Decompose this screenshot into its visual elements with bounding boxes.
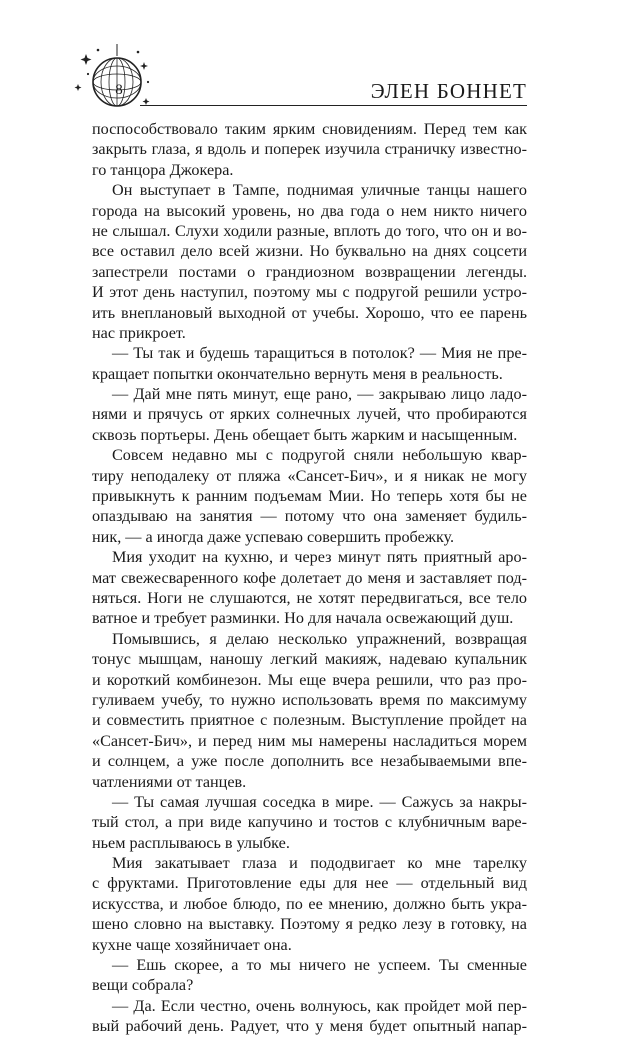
text-line: города на высокий уровень, но два года о нем никто ничего [92, 201, 527, 220]
text-line: Он выступает в Тампе, поднимая уличные танцы нашего [112, 181, 527, 200]
text-line: тонус мышцам, наношу легкий макияж, надеваю купальник [92, 650, 527, 669]
text-line: тиру неподалеку от пляжа «Сансет-Бич», и я никак не могу [92, 466, 527, 485]
text-line: «Сансет-Бич», и перед ним мы намерены насладиться морем [92, 731, 527, 750]
text-line: — Ты так и будешь таращиться в потолок? — Мия не пре- [112, 344, 527, 363]
text-line: няться. Ноги не слушаются, не хотят передвигаться, все тело [92, 588, 527, 607]
text-line: и солнцем, а уже после дополнить все незабываемыми впе- [92, 752, 527, 771]
text-line: Мия уходит на кухню, и через минут пять приятный аро- [112, 548, 527, 567]
text-line: опаздываю на занятия — потому что она заменяет будиль- [92, 507, 527, 526]
text-line: вещи собрала? [92, 976, 194, 995]
text-line: с фруктами. Приготовление еды для нее — отдельный вид [92, 874, 527, 893]
page-number: 8 [115, 82, 123, 98]
text-line: — Ешь скорее, а то мы ничего не успеем. Ты сменные [112, 956, 527, 975]
text-line: шено словно на выставку. Поэтому я редко лезу в готовку, на [92, 915, 527, 934]
text-line: ньем расплываюсь в улыбке. [92, 833, 290, 852]
text-line: запестрели постами о грандиозном возвращении легенды. [92, 262, 527, 281]
page-header [0, 0, 619, 120]
text-line: тый стол, а при виде капучино и тостов с клубничным варе- [92, 813, 527, 832]
text-line: — Да. Если честно, очень волнуюсь, как пройдет мой пер- [112, 996, 527, 1015]
text-line: ватное и требует разминки. Но для начала освежающий душ. [92, 609, 514, 628]
text-line: ник, — а иногда даже успеваю совершить пробежку. [92, 527, 455, 546]
running-title: ЭЛЕН БОННЕТ [370, 79, 527, 103]
text-line: вый рабочий день. Радует, что у меня будет опытный напар- [92, 1017, 527, 1036]
header-rule [140, 105, 527, 106]
text-line: привыкнуть к ранним подъемам Мии. Но теперь хотя бы не [92, 487, 527, 506]
text-line: — Ты самая лучшая соседка в мире. — Сажусь за накры- [112, 792, 527, 811]
text-line: поспособствовало таким ярким сновидениям. Перед тем как [92, 120, 527, 138]
text-line: гуливаем учебу, то нужно использовать время по максимуму [92, 690, 527, 709]
text-line: нями и прячусь от ярких солнечных лучей, что пробираются [92, 405, 527, 424]
text-line: сквозь портьеры. День обещает быть жарким и насыщенным. [92, 425, 518, 444]
text-line: — Дай мне пять минут, еще рано, — закрываю лицо ладо- [112, 385, 527, 404]
text-line: ить внеплановый выходной от учебы. Хорошо, что ее парень [92, 303, 527, 322]
text-line: кухне чаще хозяйничает она. [92, 935, 292, 954]
text-line: нас прикроет. [92, 323, 186, 342]
text-line: не слышал. Слухи ходили разные, вплоть до того, что он и во- [92, 221, 527, 240]
body-text [92, 119, 527, 1037]
text-line: Помывшись, я делаю несколько упражнений, возвращая [112, 629, 527, 648]
text-line: Совсем недавно мы с подругой сняли небольшую квар- [112, 446, 527, 465]
text-line: чатлениями от танцев. [92, 772, 247, 791]
text-line: го танцора Джокера. [92, 160, 234, 179]
text-line: закрыть глаза, я вдоль и поперек изучила страничку известно- [92, 140, 527, 159]
text-line: мат свежесваренного кофе долетает до меня и заставляет под- [92, 568, 527, 587]
text-line: И этот день наступил, поэтому мы с подругой решили устро- [92, 283, 527, 302]
text-line: и короткий комбинезон. Мы еще вчера решили, что раз про- [92, 670, 527, 689]
text-line: и совместить приятное с полезным. Выступление пройдет на [92, 711, 527, 730]
text-line: искусства, и любое блюдо, по ее мнению, должно быть укра- [92, 894, 527, 913]
text-line: все оставил дело всей жизни. Но буквально на днях соцсети [92, 242, 527, 261]
text-line: Мия закатывает глаза и пододвигает ко мне тарелку [112, 854, 527, 873]
text-line: кращает попытки окончательно вернуть меня в реальность. [92, 364, 503, 383]
